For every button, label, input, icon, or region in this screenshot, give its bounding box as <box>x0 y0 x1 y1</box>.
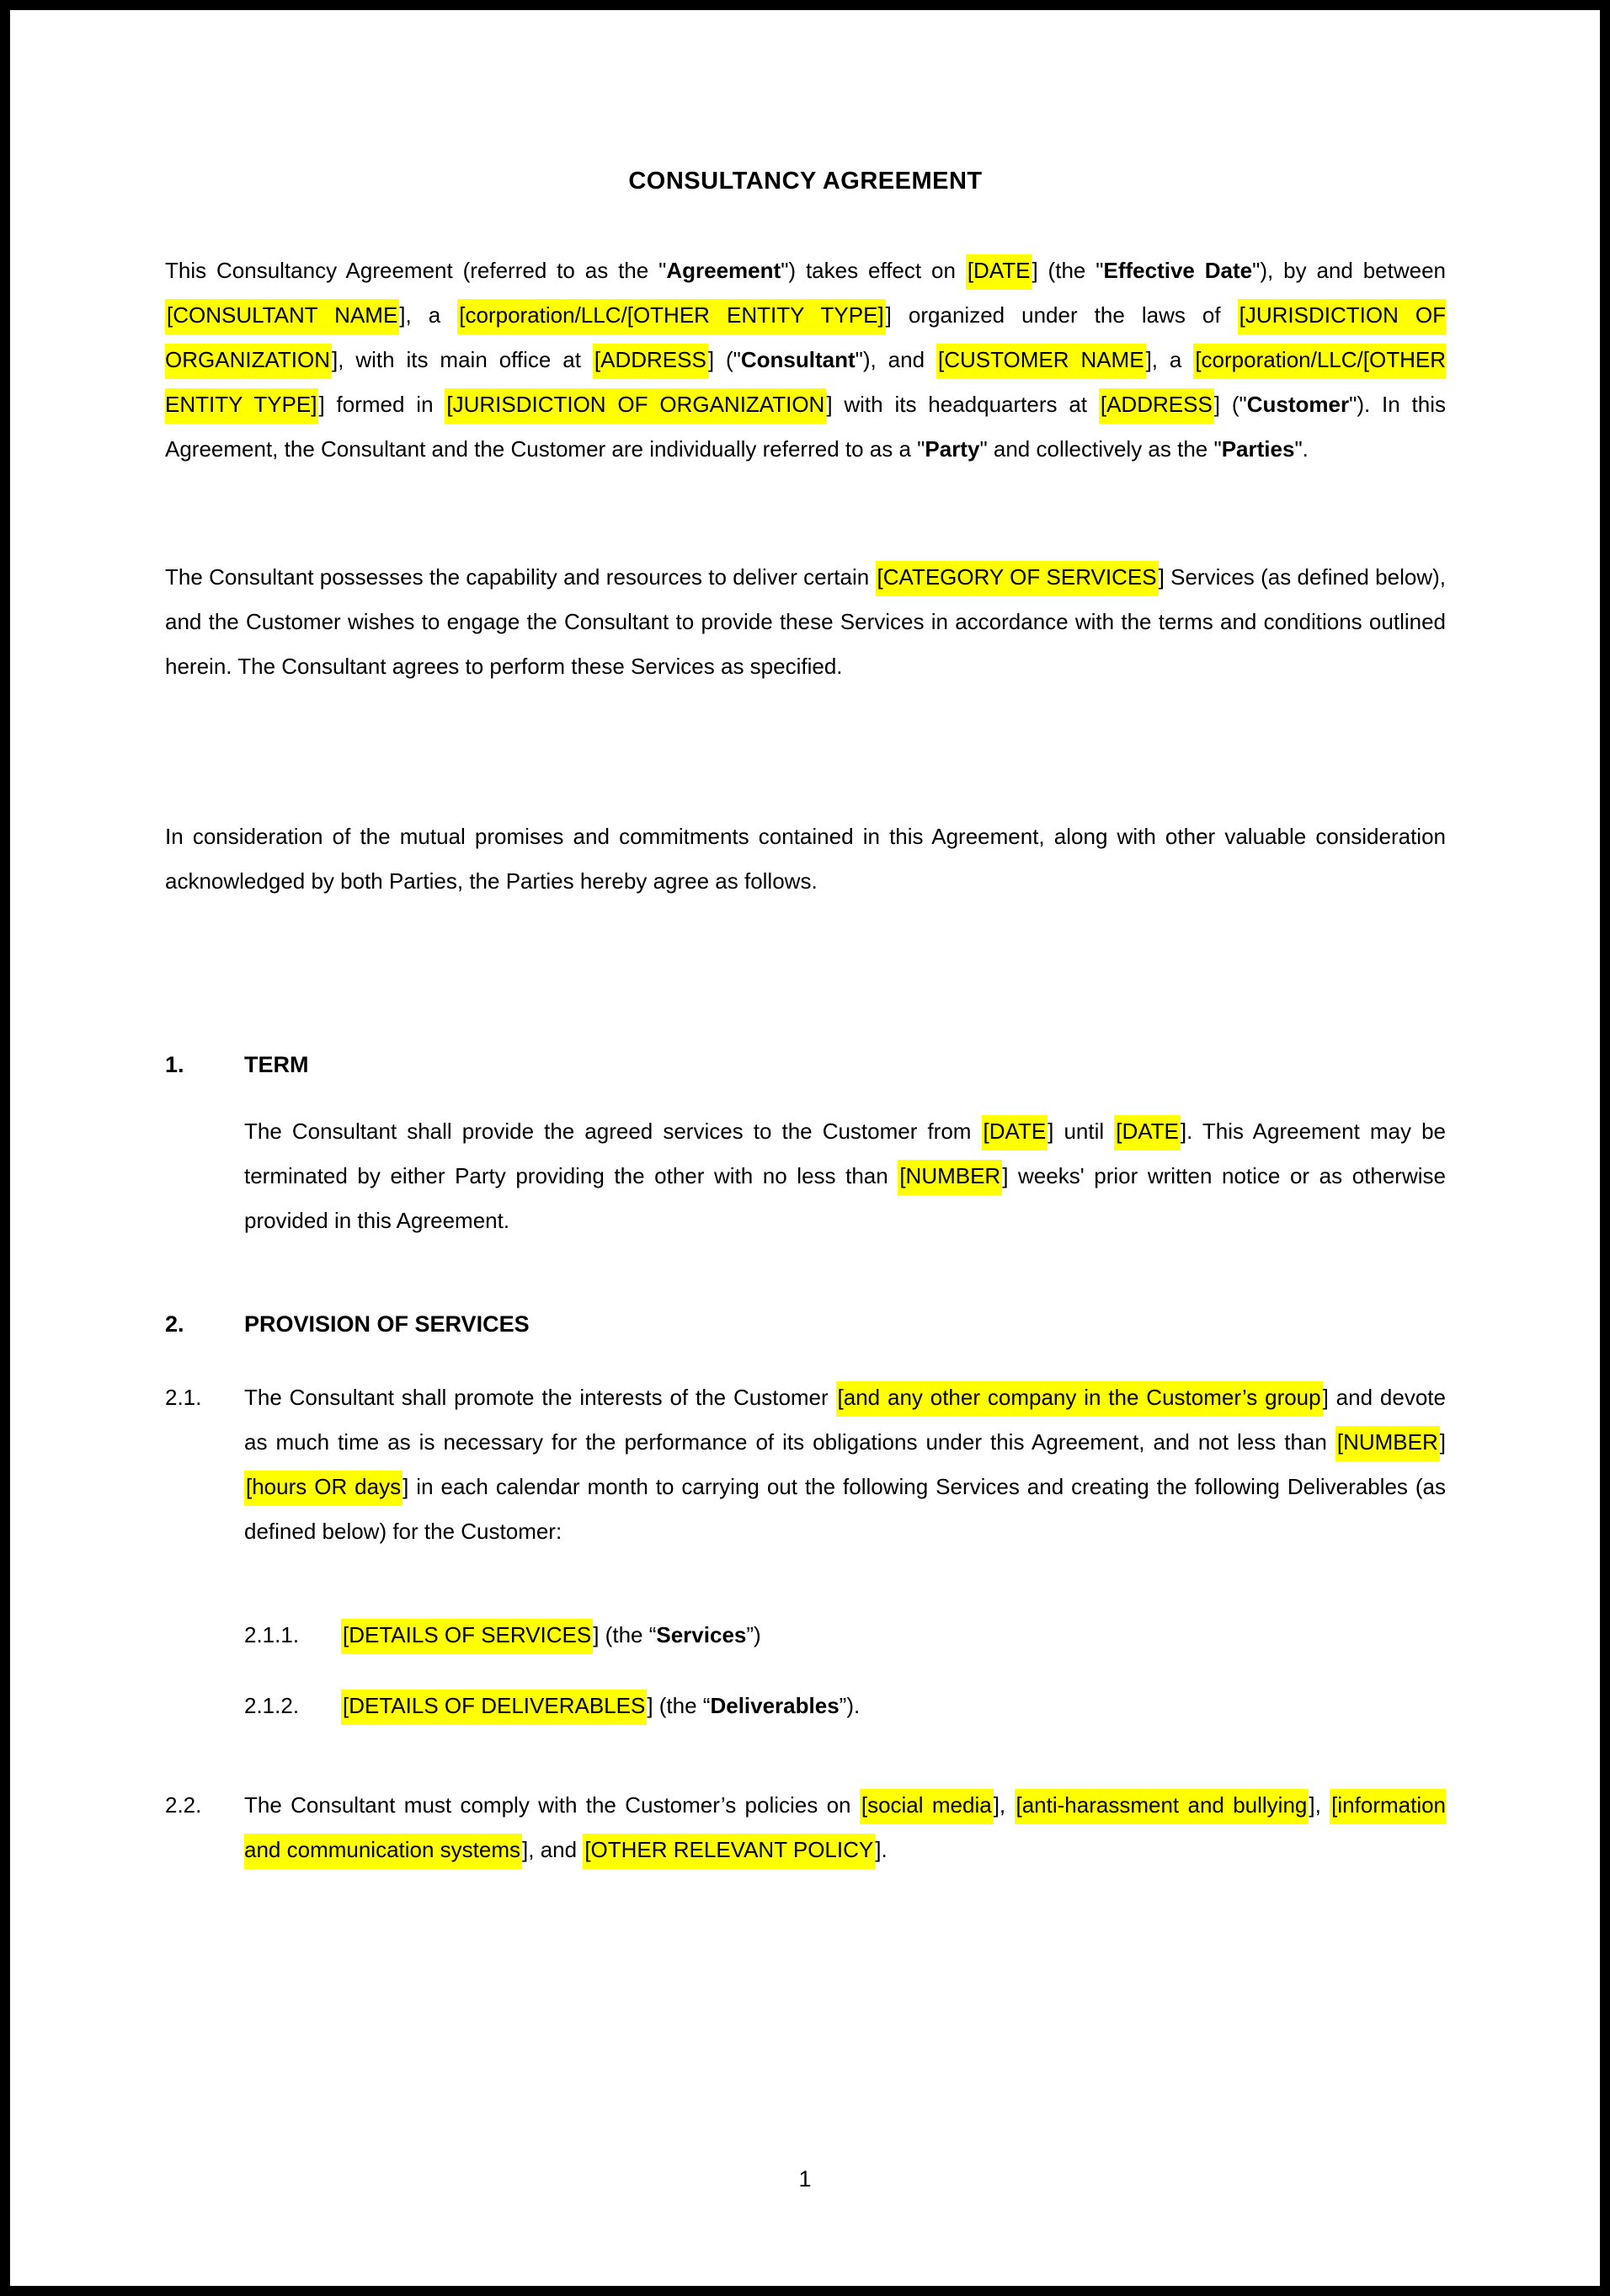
text-segment: The Consultant shall promote the interests of the Customer <box>244 1385 836 1410</box>
placeholder-highlight: [ADDRESS <box>593 344 708 379</box>
text-segment: ”). <box>839 1693 861 1718</box>
placeholder-highlight: [and any other company in the Customer’s group <box>836 1381 1323 1417</box>
text-segment: Consultant <box>740 347 856 372</box>
text-segment: Party <box>925 436 980 462</box>
text-segment: ] until <box>1048 1119 1115 1144</box>
text-segment: ], <box>993 1792 1015 1818</box>
text-segment: ] (the “ <box>593 1622 657 1647</box>
text-segment: ”) <box>746 1622 761 1647</box>
placeholder-highlight: [DATE <box>982 1115 1048 1151</box>
text-segment: ]. This Agreement may be terminated by either Party providing the other with no less than <box>244 1119 1446 1188</box>
placeholder-highlight: [DATE <box>966 254 1032 290</box>
clause-2-1-2 <box>244 1684 1446 1728</box>
placeholder-highlight: [DETAILS OF SERVICES <box>341 1619 593 1654</box>
text-segment: "), by and between <box>1252 258 1447 283</box>
placeholder-highlight: [NUMBER <box>898 1160 1002 1195</box>
text-segment: ] and devote as much time as is necessary for the performance of its obligations under this Agreement, and not less than <box>244 1385 1446 1455</box>
text-segment: Parties <box>1221 436 1295 462</box>
text-segment: ], a <box>399 302 458 328</box>
section-2-title: PROVISION OF SERVICES <box>244 1311 530 1337</box>
clause-2-2 <box>165 1783 1446 1872</box>
text-segment: ] organized under the laws of <box>885 302 1238 328</box>
placeholder-highlight: [CATEGORY OF SERVICES <box>876 561 1159 596</box>
section-2-number: 2. <box>165 1311 184 1337</box>
text-segment: ], <box>1309 1792 1330 1818</box>
placeholder-highlight: [JURISDICTION OF ORGANIZATION <box>445 388 826 424</box>
placeholder-highlight: [anti-harassment and bullying <box>1015 1789 1309 1824</box>
clause-2-2-text <box>244 1783 1446 1872</box>
text-segment: ] with its headquarters at <box>826 392 1099 417</box>
placeholder-highlight: [NUMBER <box>1335 1426 1440 1461</box>
text-segment: The Consultant shall provide the agreed services to the Customer from <box>244 1119 982 1144</box>
document-title: CONSULTANCY AGREEMENT <box>628 168 983 195</box>
placeholder-highlight: [DETAILS OF DELIVERABLES <box>341 1690 647 1725</box>
text-segment: ] in each calendar month to carrying out the following Services and creating the following Deliverables (as defined below) for the Customer: <box>244 1474 1446 1544</box>
clause-2-1-2-number: 2.1.2. <box>244 1693 300 1718</box>
text-segment: The Consultant must comply with the Customer’s policies on <box>244 1792 860 1818</box>
text-segment: ] (" <box>1213 392 1247 417</box>
clause-2-1 <box>165 1375 1446 1554</box>
placeholder-highlight: [corporation/LLC/[OTHER ENTITY TYPE] <box>165 344 1446 424</box>
text-segment: ] Services (as defined below), and the Customer wishes to engage the Consultant to provide these Services in accordance with the terms and conditions outlined herein. The Consultant agrees to perform these Services as specified. <box>165 564 1446 679</box>
text-segment: ] weeks' prior written notice or as otherwise provided in this Agreement. <box>244 1163 1446 1233</box>
paragraph-consideration-recital <box>165 814 1446 904</box>
text-segment: Deliverables <box>710 1693 840 1718</box>
placeholder-highlight: [DATE <box>1114 1115 1181 1151</box>
clause-2-1-1 <box>244 1613 1446 1658</box>
text-segment: ] (the " <box>1032 258 1104 283</box>
text-segment: ] (" <box>707 347 741 372</box>
text-segment: "), and <box>855 347 936 372</box>
clause-2-1-1-number: 2.1.1. <box>244 1622 300 1647</box>
clause-2-2-number: 2.2. <box>165 1792 202 1818</box>
placeholder-highlight: [hours OR days <box>244 1471 402 1506</box>
clause-2-1-number: 2.1. <box>165 1385 202 1410</box>
text-segment: ") takes effect on <box>781 258 966 283</box>
clause-2-1-2-text <box>341 1684 1446 1728</box>
text-segment: ] (the “ <box>647 1693 711 1718</box>
clause-2-1-text <box>244 1375 1446 1554</box>
paragraph-services-recital <box>165 555 1446 689</box>
placeholder-highlight: [CUSTOMER NAME <box>936 344 1146 379</box>
clause-2-1-1-text <box>341 1613 1446 1658</box>
paragraph-intro <box>165 248 1446 472</box>
section-1-body <box>244 1109 1446 1243</box>
text-segment: Services <box>656 1622 747 1647</box>
section-1-number: 1. <box>165 1052 184 1077</box>
placeholder-highlight: [social media <box>860 1789 994 1824</box>
text-segment: ] <box>1439 1429 1446 1455</box>
document-content <box>10 164 1600 1872</box>
placeholder-highlight: [OTHER RELEVANT POLICY <box>583 1834 875 1869</box>
text-segment: This Consultancy Agreement (referred to as the " <box>165 258 667 283</box>
text-segment: "). In this Agreement, the Consultant and the Customer are individually referred to as a " <box>165 392 1447 462</box>
placeholder-highlight: [ADDRESS <box>1099 388 1214 424</box>
placeholder-highlight: [corporation/LLC/[OTHER ENTITY TYPE] <box>457 299 885 334</box>
placeholder-highlight: [JURISDICTION OF ORGANIZATION <box>165 299 1446 379</box>
text-segment: ]. <box>875 1837 888 1862</box>
text-segment: ] formed in <box>318 392 445 417</box>
placeholder-highlight: [information and communication systems <box>244 1789 1446 1869</box>
section-2-heading <box>165 1302 1446 1347</box>
text-segment: The Consultant possesses the capability and resources to deliver certain <box>165 564 876 590</box>
page-number: 1 <box>798 2166 812 2192</box>
placeholder-highlight: [CONSULTANT NAME <box>165 299 399 334</box>
text-segment: ], with its main office at <box>331 347 593 372</box>
text-segment: In consideration of the mutual promises and commitments contained in this Agreement, along with other valuable consideration acknowledged by both Parties, the Parties hereby agree as follows. <box>165 824 1446 894</box>
text-segment: " and collectively as the " <box>979 436 1222 462</box>
text-segment: Customer <box>1246 392 1350 417</box>
text-segment: ], a <box>1145 347 1194 372</box>
text-segment: ". <box>1294 436 1309 462</box>
text-segment: Agreement <box>666 258 781 283</box>
text-segment: Effective Date <box>1103 258 1253 283</box>
text-segment: ], and <box>522 1837 584 1862</box>
section-1-title: TERM <box>244 1052 309 1077</box>
section-1-heading <box>165 1043 1446 1087</box>
